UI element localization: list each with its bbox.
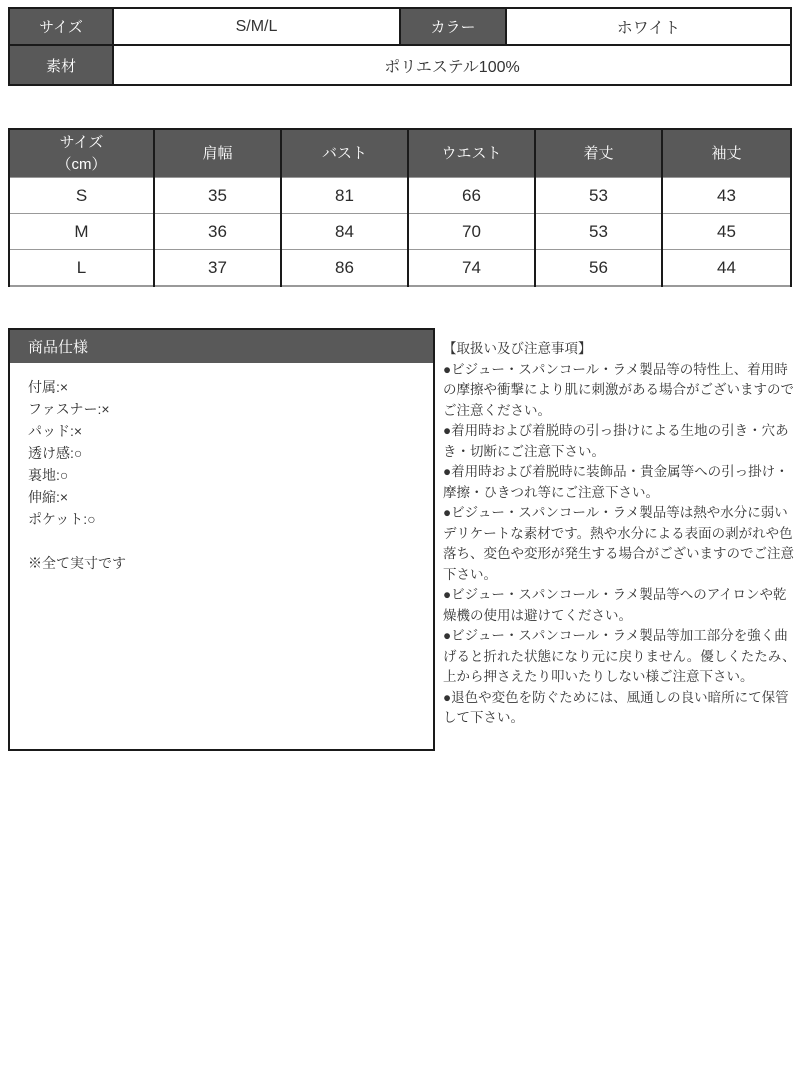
spec-item-pocket: ポケット:○ — [28, 511, 96, 527]
size-row-label: L — [9, 250, 154, 287]
size-chart-corner-line2: （cm） — [56, 155, 107, 173]
spec-item-stretch: 伸縮:× — [28, 489, 69, 505]
spec-item-attachment: 付属:× — [28, 379, 69, 395]
measure-cell: 35 — [154, 178, 281, 214]
color-value-cell: ホワイト — [506, 8, 791, 45]
size-row-m — [9, 214, 791, 250]
measure-cell: 44 — [662, 250, 791, 287]
measure-cell: 84 — [281, 214, 408, 250]
measure-cell: 56 — [535, 250, 662, 287]
size-row-s — [9, 178, 791, 214]
column-header-shoulder: 肩幅 — [154, 129, 281, 178]
handling-note-bullet: ●着用時および着脱時の引っ掛けによる生地の引き・穴あき・切断にご注意下さい。 — [443, 423, 789, 459]
product-info-table — [8, 7, 792, 86]
product-spec-title: 商品仕様 — [10, 330, 433, 363]
measure-cell: 36 — [154, 214, 281, 250]
size-chart-table — [8, 128, 792, 287]
measure-cell: 53 — [535, 214, 662, 250]
column-header-sleeve: 袖丈 — [662, 129, 791, 178]
spec-item-zipper: ファスナー:× — [28, 401, 110, 417]
measure-cell: 45 — [662, 214, 791, 250]
handling-note-bullet: ●ビジュー・スパンコール・ラメ製品等の特性上、着用時の摩擦や衝撃により肌に刺激がある場合がございますのでご注意ください。 — [443, 361, 794, 418]
handling-note-bullet: ●ビジュー・スパンコール・ラメ製品等は熱や水分に弱いデリケートな素材です。熱や水分による表面の剥がれや色落ち、変色や変形が発生する場合がございますのでご注意下さい。 — [443, 505, 794, 582]
measure-cell: 74 — [408, 250, 535, 287]
column-header-length: 着丈 — [535, 129, 662, 178]
measure-cell: 66 — [408, 178, 535, 214]
size-row-label: M — [9, 214, 154, 250]
material-value-cell: ポリエステル100% — [113, 45, 791, 85]
size-value-cell: S/M/L — [113, 8, 400, 45]
measure-cell: 53 — [535, 178, 662, 214]
spec-item-pad: パッド:× — [28, 423, 83, 439]
column-header-waist: ウエスト — [408, 129, 535, 178]
size-row-label: S — [9, 178, 154, 214]
column-header-bust: バスト — [281, 129, 408, 178]
measure-cell: 37 — [154, 250, 281, 287]
measure-cell: 70 — [408, 214, 535, 250]
handling-note-bullet: ●ビジュー・スパンコール・ラメ製品等加工部分を強く曲げると折れた状態になり元に戻りません。優しくたたみ、上から押さえたり叩いたりしない様ご注意下さい。 — [443, 628, 796, 684]
measure-cell: 43 — [662, 178, 791, 214]
measure-cell: 86 — [281, 250, 408, 287]
product-spec-box — [8, 328, 435, 751]
handling-notes — [443, 339, 797, 729]
size-chart-corner-line1: サイズ — [59, 133, 104, 151]
measure-cell: 81 — [281, 178, 408, 214]
spec-item-lining: 裏地:○ — [28, 467, 69, 483]
color-label-cell: カラー — [400, 8, 506, 45]
handling-note-bullet: ●退色や変色を防ぐためには、風通しの良い暗所にて保管して下さい。 — [443, 689, 789, 725]
handling-notes-title: 【取扱い及び注意事項】 — [443, 341, 592, 356]
size-chart-corner-cell — [9, 129, 154, 178]
spec-note: ※全て実寸です — [28, 555, 126, 571]
handling-note-bullet: ●ビジュー・スパンコール・ラメ製品等へのアイロンや乾燥機の使用は避けてください。 — [443, 587, 787, 623]
size-row-l — [9, 250, 791, 287]
spec-item-sheerness: 透け感:○ — [28, 445, 83, 461]
material-label-cell: 素材 — [9, 45, 113, 85]
product-spec-body — [10, 363, 433, 587]
size-label-cell: サイズ — [9, 8, 113, 45]
handling-note-bullet: ●着用時および着脱時に装飾品・貴金属等への引っ掛け・摩擦・ひきつれ等にご注意下さい。 — [443, 464, 789, 500]
